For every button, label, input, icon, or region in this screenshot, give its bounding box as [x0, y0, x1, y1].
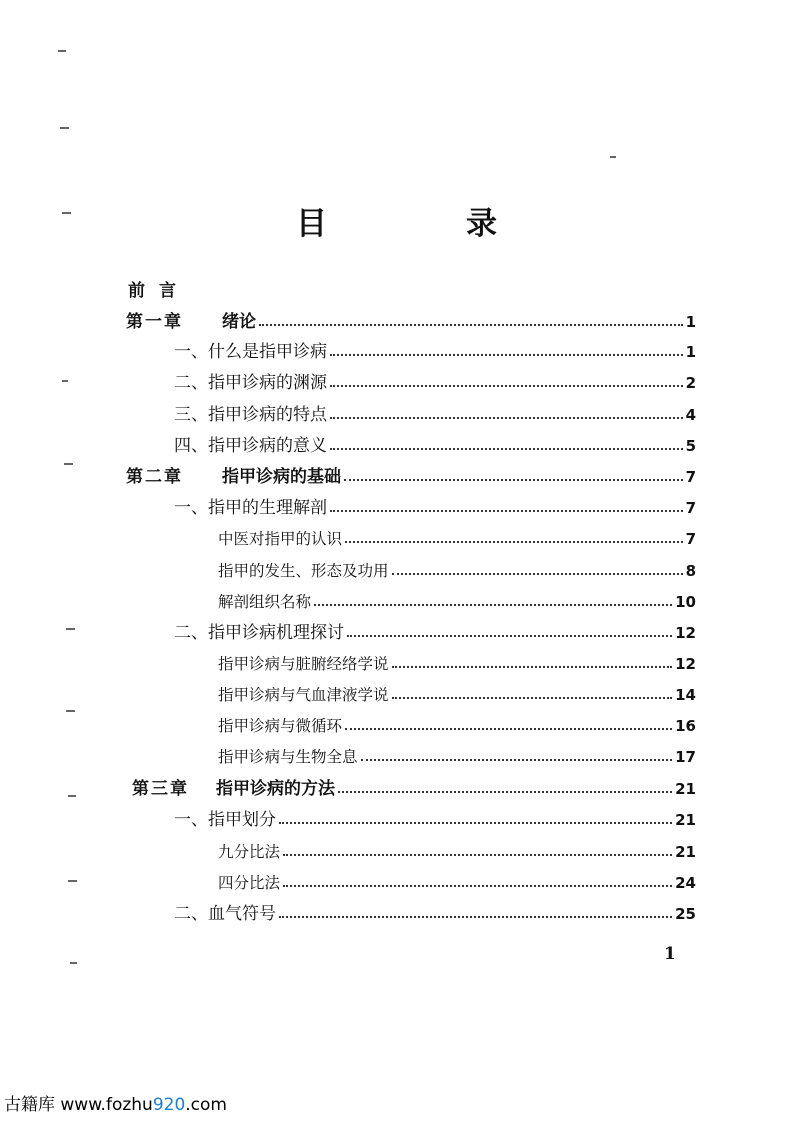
dot-leader: [330, 448, 683, 450]
toc-row[interactable]: [218, 652, 696, 676]
preface-label: 前言: [128, 281, 190, 301]
scan-speck: [70, 962, 77, 964]
toc-page-number: 7: [685, 530, 696, 548]
toc-row[interactable]: [132, 777, 696, 801]
toc-row[interactable]: [218, 745, 696, 769]
toc-page-number: 10: [675, 593, 696, 611]
toc-label: 指甲诊病与生物全息: [218, 748, 358, 766]
dot-leader: [330, 354, 683, 356]
dot-leader: [345, 541, 683, 543]
dot-leader: [392, 697, 673, 699]
toc-label: 一、指甲的生理解剖: [174, 498, 327, 518]
toc-page-number: 4: [685, 406, 696, 424]
scan-speck: [68, 880, 77, 882]
dot-leader: [283, 854, 672, 856]
toc-row[interactable]: [174, 340, 696, 364]
toc-page-number: 12: [675, 655, 696, 673]
toc-page-number: 16: [675, 717, 696, 735]
toc-page-number: 2: [685, 374, 696, 392]
toc-row[interactable]: [218, 559, 696, 583]
toc-preface[interactable]: [128, 279, 190, 303]
dot-leader: [279, 916, 672, 918]
toc-page-number: 21: [675, 780, 696, 798]
toc-label: 指甲诊病与微循环: [218, 717, 343, 735]
scan-speck: [66, 710, 75, 712]
toc-label: 四、指甲诊病的意义: [174, 436, 327, 456]
dot-leader: [314, 604, 672, 606]
dot-leader: [344, 479, 683, 481]
dot-leader: [345, 728, 672, 730]
toc-row[interactable]: [218, 871, 696, 895]
toc-label: 指甲诊病与脏腑经络学说: [218, 655, 389, 673]
toc-label: 第三章 指甲诊病的方法: [132, 779, 335, 799]
scan-speck: [66, 628, 75, 630]
toc-row[interactable]: [174, 621, 696, 645]
toc-row[interactable]: [218, 840, 696, 864]
scan-speck: [64, 463, 73, 465]
toc-page-number: 5: [685, 437, 696, 455]
dot-leader: [330, 417, 683, 419]
dot-leader: [283, 885, 672, 887]
dot-leader: [330, 510, 683, 512]
toc-row[interactable]: [218, 590, 696, 614]
scan-speck: [610, 156, 616, 158]
toc-page-number: 25: [675, 905, 696, 923]
page-title: 目 录: [296, 206, 551, 242]
dot-leader: [361, 759, 673, 761]
toc-row[interactable]: [174, 403, 696, 427]
toc-row[interactable]: [174, 434, 696, 458]
toc-label: 第一章 绪论: [126, 312, 256, 332]
toc-label: 九分比法: [218, 843, 281, 861]
toc-label: 四分比法: [218, 874, 281, 892]
toc-page-number: 1: [685, 343, 696, 361]
toc-page-number: 17: [675, 748, 696, 766]
toc-page-number: 7: [685, 499, 696, 517]
watermark: 古籍库 www.fozhu920.com: [4, 1095, 227, 1115]
toc-label: 指甲诊病与气血津液学说: [218, 686, 389, 704]
toc-label: 指甲的发生、形态及功用: [218, 562, 389, 580]
scan-speck: [62, 212, 71, 214]
scan-speck: [58, 50, 66, 52]
toc-label: 第二章 指甲诊病的基础: [126, 467, 341, 487]
toc-page-number: 12: [675, 624, 696, 642]
toc-page-number: 7: [685, 468, 696, 486]
dot-leader: [392, 573, 683, 575]
toc-label: 一、什么是指甲诊病: [174, 342, 327, 362]
toc-label: 二、指甲诊病的渊源: [174, 373, 327, 393]
toc-row[interactable]: [174, 371, 696, 395]
scan-speck: [62, 380, 68, 382]
toc-row[interactable]: [218, 527, 696, 551]
toc-label: 二、血气符号: [174, 904, 276, 924]
toc-row[interactable]: [126, 310, 696, 334]
toc-row[interactable]: [174, 902, 696, 926]
toc-row[interactable]: [174, 496, 696, 520]
dot-leader: [338, 791, 672, 793]
scan-speck: [60, 127, 69, 129]
toc-page-number: 14: [675, 686, 696, 704]
dot-leader: [347, 635, 672, 637]
toc-page-number: 21: [675, 811, 696, 829]
toc-row[interactable]: [174, 808, 696, 832]
toc-page-number: 21: [675, 843, 696, 861]
toc-label: 三、指甲诊病的特点: [174, 405, 327, 425]
page-folio-number: 1: [664, 944, 676, 964]
toc-page-number: 8: [685, 562, 696, 580]
toc-label: 中医对指甲的认识: [218, 530, 343, 548]
toc-page-number: 1: [685, 313, 696, 331]
toc-row[interactable]: [218, 683, 696, 707]
toc-page-number: 24: [675, 874, 696, 892]
dot-leader: [392, 666, 673, 668]
dot-leader: [259, 324, 683, 326]
toc-label: 解剖组织名称: [218, 593, 312, 611]
dot-leader: [330, 385, 683, 387]
toc-row[interactable]: [126, 465, 696, 489]
toc-label: 一、指甲划分: [174, 810, 276, 830]
scan-speck: [68, 795, 76, 797]
toc-row[interactable]: [218, 714, 696, 738]
dot-leader: [279, 822, 672, 824]
toc-label: 二、指甲诊病机理探讨: [174, 623, 344, 643]
